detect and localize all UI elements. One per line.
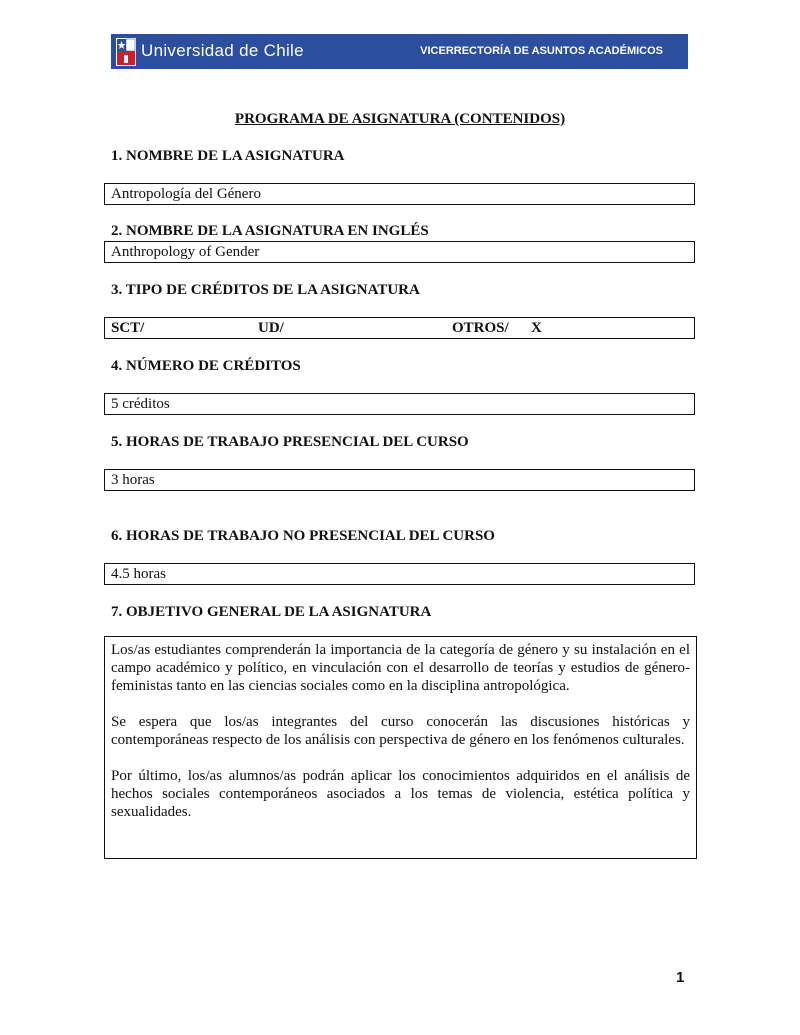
document-title: PROGRAMA DE ASIGNATURA (CONTENIDOS) xyxy=(234,111,566,127)
objective-paragraph: Los/as estudiantes comprenderán la importancia de la categoría de género y su instalación en el campo académico y político, en vinculación con el desarrollo de teorías y estudios de género-feministas tanto en las ciencias sociales como en la disciplina antropológica. xyxy=(111,642,690,694)
credit-type-field xyxy=(104,317,695,339)
section-1-heading: 1. NOMBRE DE LA ASIGNATURA xyxy=(111,148,345,164)
section-5-heading: 5. HORAS DE TRABAJO PRESENCIAL DEL CURSO xyxy=(111,434,469,450)
credit-type-otros: OTROS/ xyxy=(452,320,509,336)
presential-hours-field: 3 horas xyxy=(104,469,695,491)
credit-type-mark: X xyxy=(531,320,542,336)
objective-paragraph: Por último, los/as alumnos/as podrán aplicar los conocimientos adquiridos en el análisis de hechos sociales contemporáneos asociados a los temas de violencia, estética política y sexualidades. xyxy=(111,768,690,820)
section-4-heading: 4. NÚMERO DE CRÉDITOS xyxy=(111,358,301,374)
general-objective-box xyxy=(104,636,697,859)
university-crest-icon xyxy=(116,38,136,66)
section-7-heading: 7. OBJETIVO GENERAL DE LA ASIGNATURA xyxy=(111,604,432,620)
non-presential-hours-field: 4.5 horas xyxy=(104,563,695,585)
credits-number-field: 5 créditos xyxy=(104,393,695,415)
objective-paragraph: Se espera que los/as integrantes del curso conocerán las discusiones históricas y contemporáneas respecto de los análisis con perspectiva de género en los fenómenos culturales. xyxy=(111,714,690,748)
page-number: 1 xyxy=(676,969,685,986)
section-6-heading: 6. HORAS DE TRABAJO NO PRESENCIAL DEL CURSO xyxy=(111,528,495,544)
course-name-field: Antropología del Género xyxy=(104,183,695,205)
credit-type-sct: SCT/ xyxy=(111,320,145,336)
header-banner xyxy=(111,34,688,69)
credit-type-ud: UD/ xyxy=(258,320,284,336)
section-2-heading: 2. NOMBRE DE LA ASIGNATURA EN INGLÉS xyxy=(111,223,429,239)
vicerrectoria-label: VICERRECTORÍA DE ASUNTOS ACADÉMICOS xyxy=(420,45,663,57)
course-name-english-field: Anthropology of Gender xyxy=(104,241,695,263)
university-name: Universidad de Chile xyxy=(141,41,304,60)
section-3-heading: 3. TIPO DE CRÉDITOS DE LA ASIGNATURA xyxy=(111,282,420,298)
